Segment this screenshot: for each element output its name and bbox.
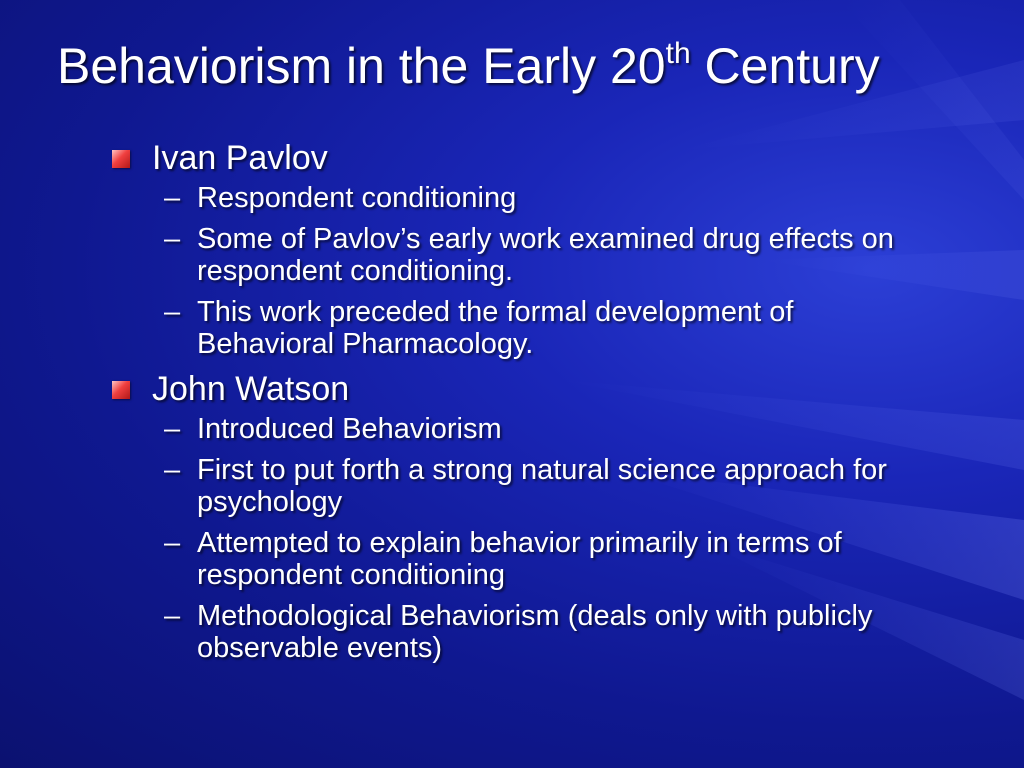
- sub-bullet: [164, 527, 897, 591]
- bullet-pavlov: [112, 138, 912, 178]
- sub-bullet-text: Some of Pavlov’s early work examined drug effects on respondent conditioning.: [197, 223, 894, 287]
- sub-bullet-list-watson: [112, 413, 912, 664]
- dash-icon: –: [164, 223, 181, 255]
- bullet-heading: John Watson: [152, 370, 350, 408]
- title-text: Behaviorism in the Early 20: [57, 38, 666, 94]
- dash-icon: –: [164, 600, 181, 632]
- sub-bullet-list-pavlov: [112, 182, 912, 360]
- sub-bullet: [164, 413, 897, 445]
- title-superscript: th: [665, 37, 691, 71]
- title-text-end: Century: [690, 38, 880, 94]
- bullet-watson: [112, 369, 912, 409]
- sub-bullet-text: First to put forth a strong natural science approach for psychology: [197, 454, 887, 518]
- sub-bullet: [164, 600, 897, 664]
- slide-title: [57, 34, 880, 98]
- dash-icon: –: [164, 296, 181, 328]
- sub-bullet: [164, 223, 897, 287]
- dash-icon: –: [164, 527, 181, 559]
- sub-bullet: [164, 454, 897, 518]
- sub-bullet-text: Methodological Behaviorism (deals only with publicly observable events): [197, 600, 873, 664]
- dash-icon: –: [164, 182, 181, 214]
- sub-bullet-text: This work preceded the formal development of Behavioral Pharmacology.: [197, 296, 794, 360]
- square-bullet-icon: [112, 150, 130, 168]
- dash-icon: –: [164, 413, 181, 445]
- sub-bullet: [164, 296, 897, 360]
- bullet-heading: Ivan Pavlov: [152, 139, 328, 177]
- sub-bullet: [164, 182, 897, 214]
- sub-bullet-text: Respondent conditioning: [197, 182, 517, 214]
- slide-content: [112, 138, 912, 673]
- sub-bullet-text: Attempted to explain behavior primarily in terms of respondent conditioning: [197, 527, 842, 591]
- dash-icon: –: [164, 454, 181, 486]
- square-bullet-icon: [112, 381, 130, 399]
- sub-bullet-text: Introduced Behaviorism: [197, 413, 502, 445]
